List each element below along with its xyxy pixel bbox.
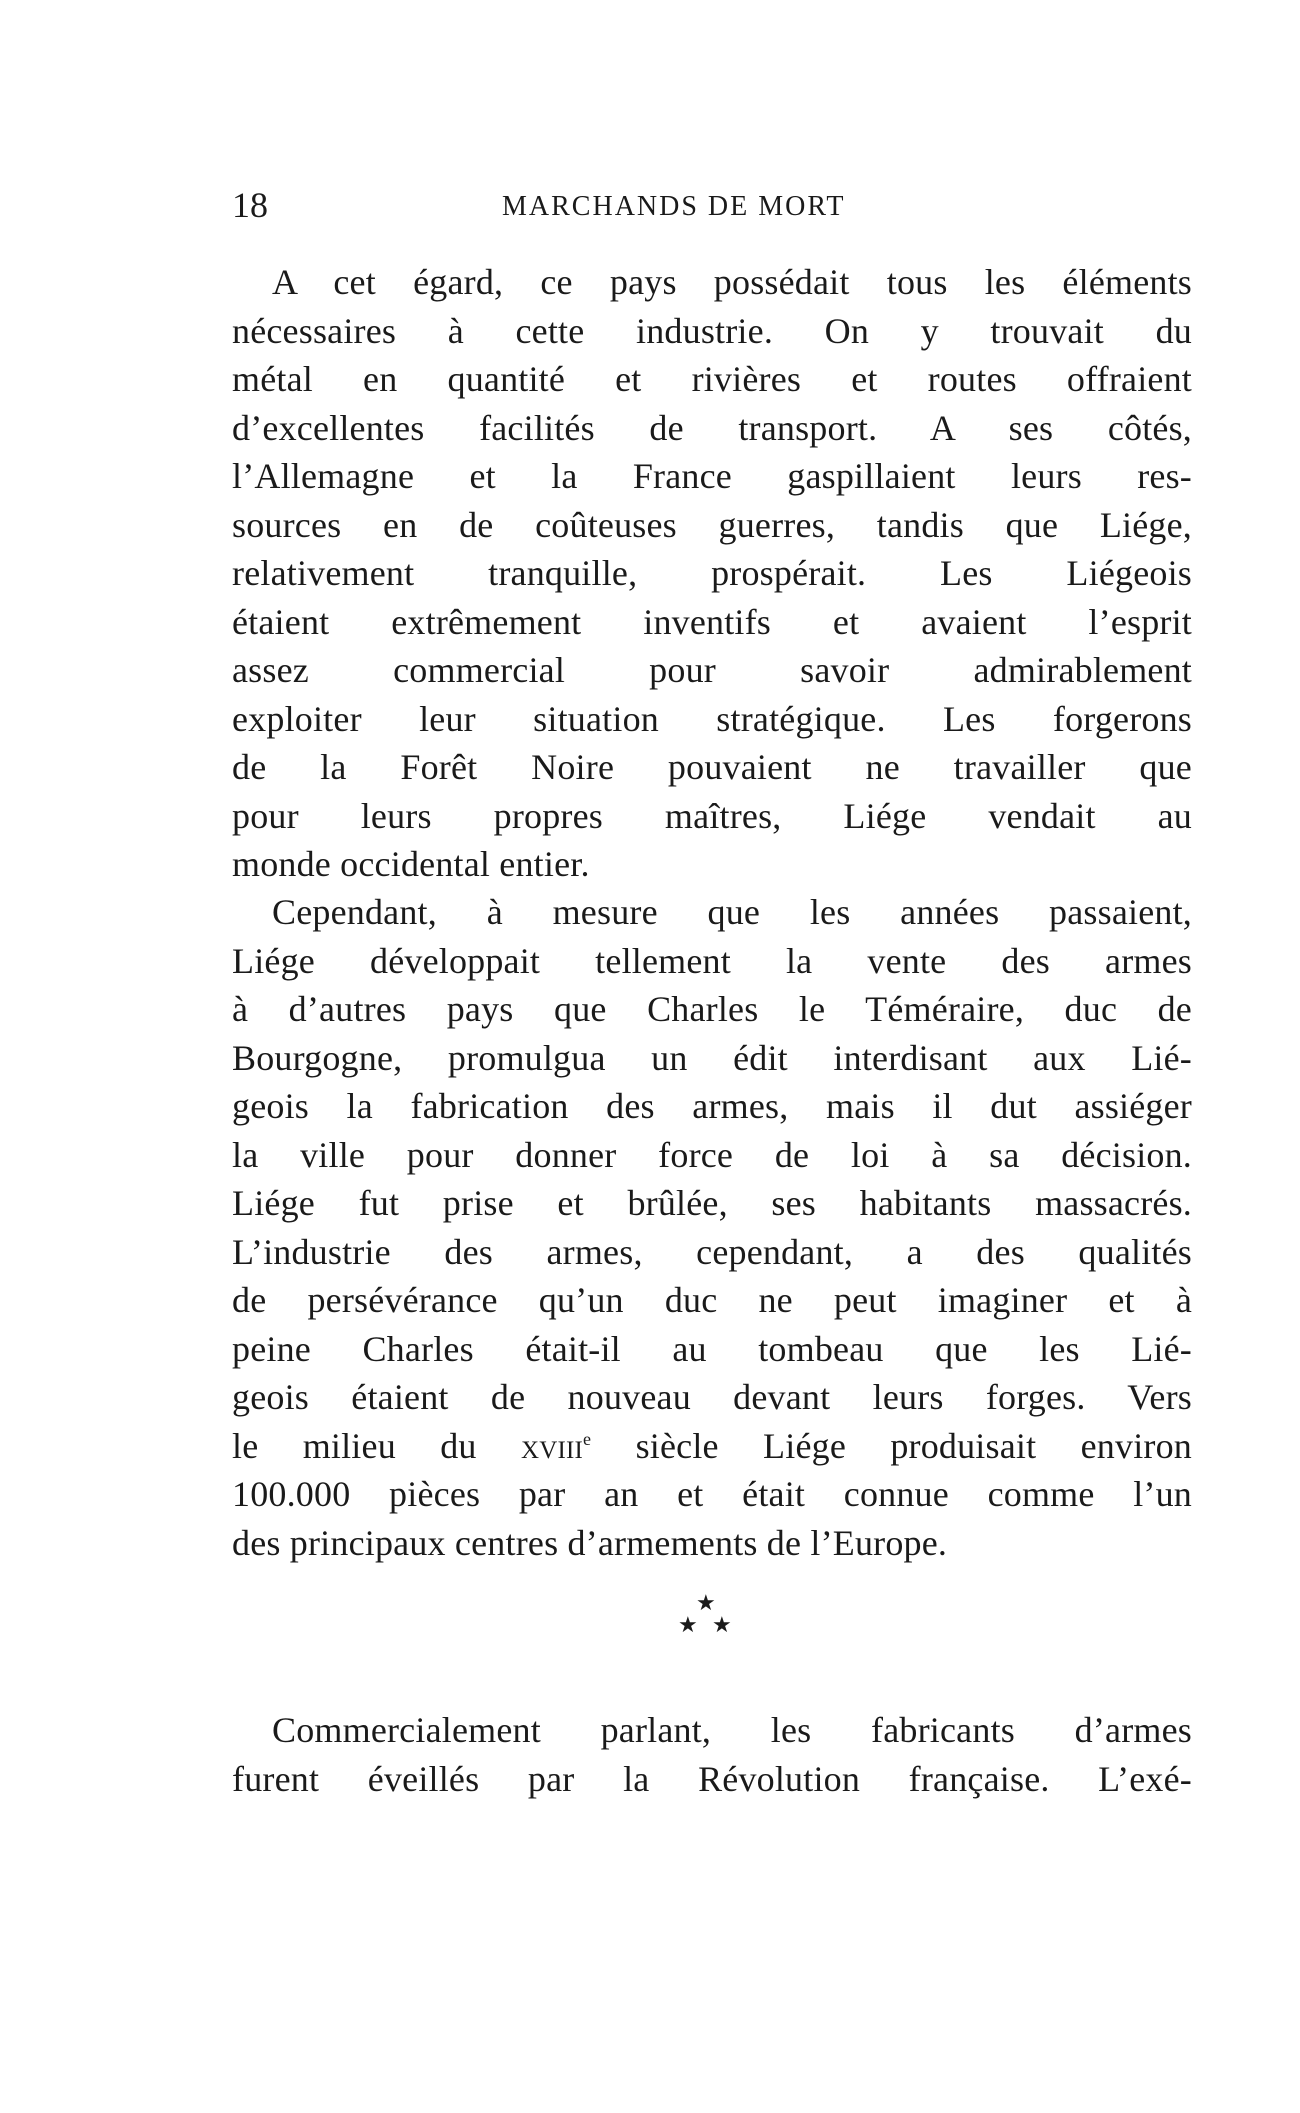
paragraph-line: d’excellentes facilités de transport. A ses côtés,: [232, 407, 1192, 448]
paragraph-line: nécessaires à cette industrie. On y trouvait du: [232, 310, 1192, 351]
paragraph-line: A cet égard, ce pays possédait tous les éléments: [272, 262, 1192, 302]
star-icon: ★: [712, 1612, 732, 1637]
paragraph-2: [232, 888, 1192, 1567]
paragraph-line: l’Allemagne et la France gaspillaient leurs res-: [232, 456, 1192, 496]
paragraph-line: 100.000 pièces par an et était connue comme l’un: [232, 1474, 1192, 1514]
paragraph-line: Bourgogne, promulgua un édit interdisant aux Lié-: [232, 1037, 1192, 1078]
paragraph-line: métal en quantité et rivières et routes offraient: [232, 359, 1192, 399]
paragraph-line: furent éveillés par la Révolution française. L’exé-: [232, 1758, 1192, 1799]
paragraph-3: [232, 1706, 1192, 1803]
paragraph-line: à d’autres pays que Charles le Téméraire, duc de: [232, 989, 1192, 1029]
running-head: [232, 183, 1192, 227]
century-line-after: siècle Liége produisait environ: [591, 1425, 1192, 1466]
paragraph-line: Cependant, à mesure que les années passaient,: [272, 892, 1192, 932]
paragraph-line: exploiter leur situation stratégique. Les forgerons: [232, 698, 1192, 739]
paragraph-line: Liége fut prise et brûlée, ses habitants massacrés.: [232, 1183, 1192, 1223]
century-superscript: e: [583, 1428, 592, 1449]
star-icon: ★: [678, 1612, 698, 1637]
page-number: 18: [232, 185, 268, 225]
paragraph-line: L’industrie des armes, cependant, a des qualités: [232, 1231, 1192, 1272]
section-break-asterism: [672, 1592, 742, 1652]
century-line-before: le milieu du: [232, 1425, 521, 1466]
paragraph-line: pour leurs propres maîtres, Liége vendait au: [232, 795, 1192, 836]
paragraph-line: des principaux centres d’armements de l’Europe.: [232, 1522, 948, 1563]
paragraph-line: relativement tranquille, prospérait. Les Liégeois: [232, 553, 1192, 593]
paragraph-line: de persévérance qu’un duc ne peut imaginer et à: [232, 1280, 1192, 1320]
century-numeral: xviii: [520, 1425, 584, 1466]
paragraph-line: la ville pour donner force de loi à sa décision.: [232, 1134, 1192, 1175]
paragraph-line: sources en de coûteuses guerres, tandis que Liége,: [232, 504, 1192, 545]
running-title: MARCHANDS DE MORT: [502, 191, 846, 222]
star-icon: ★: [696, 1590, 716, 1615]
paragraph-1: [232, 258, 1192, 889]
century-line: [232, 1422, 1192, 1471]
paragraph-line: assez commercial pour savoir admirablement: [232, 650, 1192, 690]
paragraph-line: de la Forêt Noire pouvaient ne travailler que: [232, 747, 1192, 787]
paragraph-line: étaient extrêmement inventifs et avaient l’esprit: [232, 601, 1192, 642]
paragraph-line: monde occidental entier.: [232, 844, 590, 884]
paragraph-line: Liége développait tellement la vente des armes: [232, 940, 1192, 981]
paragraph-line: geois étaient de nouveau devant leurs forges. Vers: [232, 1377, 1192, 1417]
paragraph-line: Commercialement parlant, les fabricants d’armes: [272, 1710, 1192, 1750]
paragraph-line: peine Charles était-il au tombeau que les Lié-: [232, 1328, 1192, 1369]
paragraph-line: geois la fabrication des armes, mais il dut assiéger: [232, 1086, 1192, 1126]
